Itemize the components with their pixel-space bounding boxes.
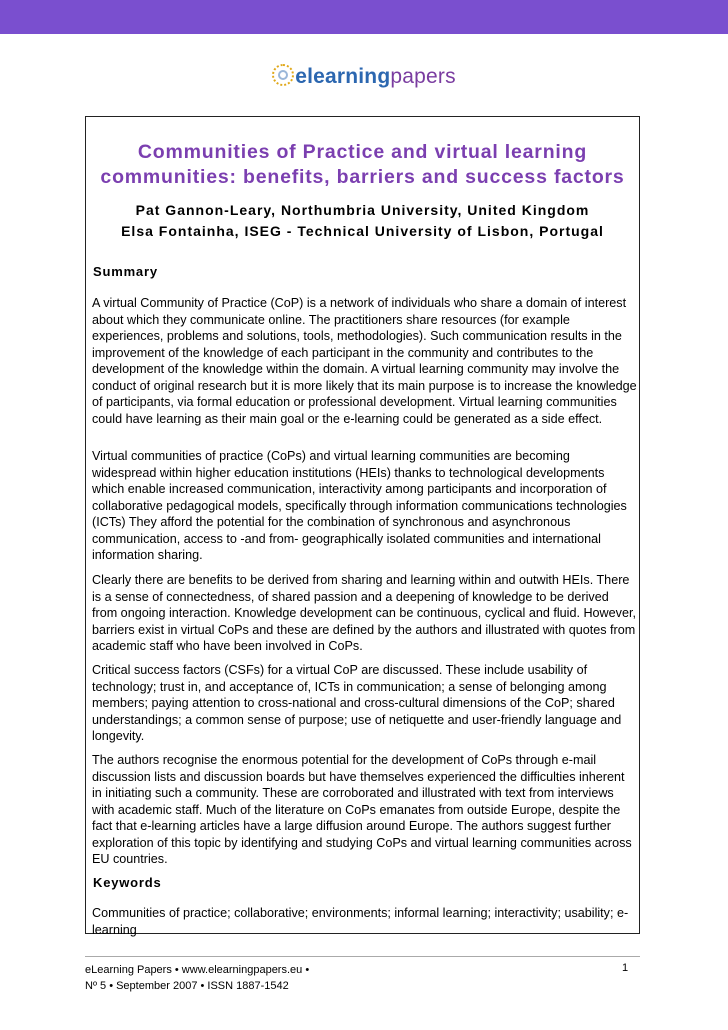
footer-line-1: eLearning Papers • www.elearningpapers.eu • [85,964,310,976]
title-line-2: communities: benefits, barriers and success factors [100,166,625,188]
footer-divider [85,956,640,957]
author-2: Elsa Fontainha, ISEG - Technical University of Lisbon, Portugal [121,223,604,239]
elearningpapers-logo: elearningpapers [0,64,728,89]
keywords-heading: Keywords [93,875,162,890]
sun-logo-icon [272,64,294,86]
summary-paragraph-3: Clearly there are benefits to be derived from sharing and learning within and outwith HEIs. There is a sense of connectedness, of shared passion and a deepening of knowledge to be derived from ongoing interaction. Knowledge development can be continuous, cyclical and fluid. However, barriers exist in virtual CoPs and these are defined by the authors and illustrated with quotes from academic staff who have been involved in CoPs. [92,573,636,653]
page-number: 1 [622,962,629,974]
summary-paragraph-2: Virtual communities of practice (CoPs) and virtual learning communities are becoming widespread within higher education institutions (HEIs) thanks to technological developments which enable increased communication, interactivity among participants and incorporation of collaborative pedagogical models, specifically through information communications technologies (ICTs) They afford the potential for the combination of synchronous and asynchronous communication, access to -and from- geographically isolated communities and international information sharing. [92,449,627,562]
keywords-text: Communities of practice; collaborative; environments; informal learning; interactivity; usability; e-learning [92,906,629,937]
footer-info [85,962,309,994]
summary-paragraph-4: Critical success factors (CSFs) for a virtual CoP are discussed. These include usability of technology; trust in, and acceptance of, ICTs in communication; a sense of belonging among members; paying attention to cross-national and cross-cultural dimensions of the CoP; shared understandings; a common sense of purpose; use of netiquette and user-friendly language and longevity. [92,663,622,743]
title-line-1: Communities of Practice and virtual learning [137,141,588,163]
top-color-band [0,0,728,34]
summary-heading: Summary [93,264,158,279]
summary-paragraph-1: A virtual Community of Practice (CoP) is a network of individuals who share a domain of interest about which they communicate online. The practitioners share resources (for example experiences, problems and solutions, tools, methodologies). Such communication results in the improvement of the knowledge of each participant in the community and contributes to the development of the knowledge within the domain. A virtual learning community may involve the conduct of original research but it is more likely that its main purpose is to increase the knowledge of participants, via formal education or professional development. Virtual learning communities could have learning as their main goal or the e-learning could be generated as a side effect. [92,296,637,426]
author-1: Pat Gannon-Leary, Northumbria University, United Kingdom [135,202,590,218]
summary-paragraph-5: The authors recognise the enormous potential for the development of CoPs through e-mail discussion lists and discussion boards but have themselves experienced the difficulties inherent in initiating such a community. These are corroborated and illustrated with text from interviews with academic staff. Much of the literature on CoPs emanates from outside Europe, despite the fact that e-learning articles have a large diffusion around Europe. The authors suggest further exploration of this topic by identifying and studying CoPs and virtual learning communities across EU countries. [92,753,632,866]
footer-line-2: Nº 5 • September 2007 • ISSN 1887-1542 [85,980,289,992]
article-title [86,140,639,190]
author-list [86,200,639,242]
